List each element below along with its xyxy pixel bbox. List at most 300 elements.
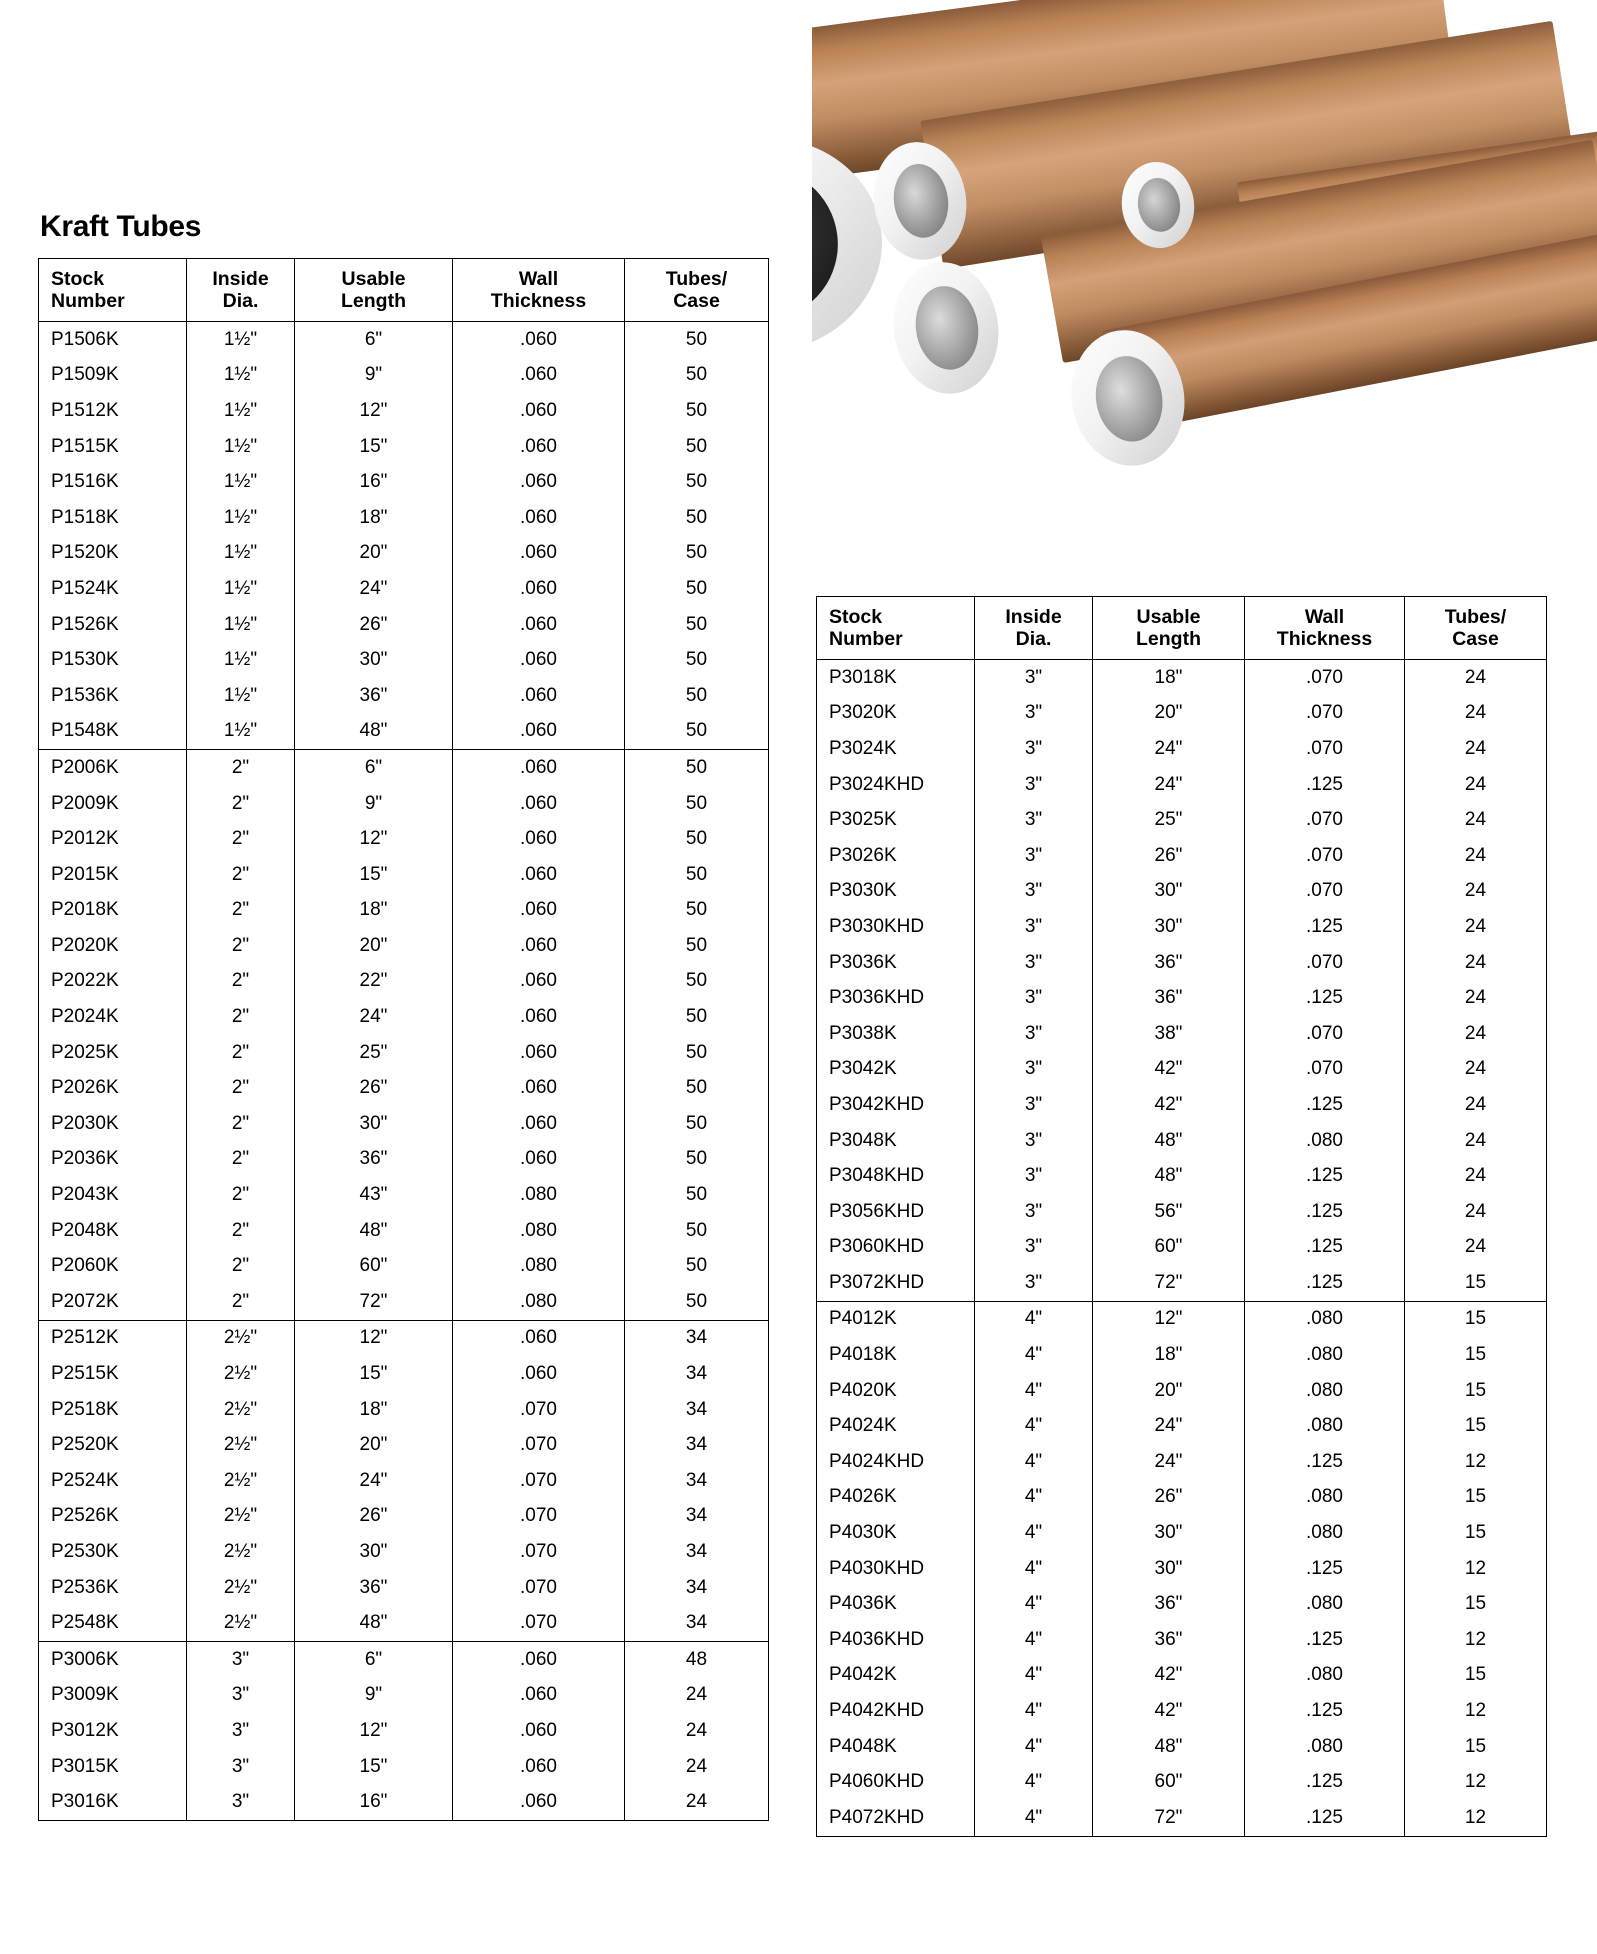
cell-tubes-case: 50	[625, 1213, 769, 1249]
cell-usable-length: 26"	[295, 1499, 453, 1535]
col-header-tubes-case: Tubes/ Case	[1405, 597, 1547, 660]
cell-usable-length: 16"	[295, 464, 453, 500]
cell-usable-length: 36"	[295, 1570, 453, 1606]
table-row	[39, 1427, 769, 1463]
table-row	[39, 571, 769, 607]
cell-tubes-case: 24	[1405, 802, 1547, 838]
table-row	[39, 1392, 769, 1428]
cell-wall-thickness: .060	[453, 928, 625, 964]
table-row	[39, 1248, 769, 1284]
cell-wall-thickness: .060	[453, 571, 625, 607]
table-row	[817, 1515, 1547, 1551]
table-row	[817, 1693, 1547, 1729]
cell-stock-number: P3020K	[817, 696, 975, 732]
cell-stock-number: P3072KHD	[817, 1265, 975, 1301]
col-header-stock-number: Stock Number	[817, 597, 975, 660]
cell-usable-length: 60"	[1093, 1230, 1245, 1266]
cell-wall-thickness: .060	[453, 1106, 625, 1142]
table-row	[817, 1123, 1547, 1159]
table-row	[39, 536, 769, 572]
cell-wall-thickness: .060	[453, 500, 625, 536]
table-row	[817, 1158, 1547, 1194]
cell-inside-dia: 4"	[975, 1373, 1093, 1409]
cell-stock-number: P2530K	[39, 1534, 187, 1570]
cell-tubes-case: 24	[1405, 1158, 1547, 1194]
table-row	[817, 1337, 1547, 1373]
cell-tubes-case: 50	[625, 1177, 769, 1213]
cell-wall-thickness: .080	[453, 1177, 625, 1213]
cell-wall-thickness: .080	[1245, 1658, 1405, 1694]
cell-inside-dia: 2"	[187, 1248, 295, 1284]
cell-tubes-case: 50	[625, 786, 769, 822]
cell-tubes-case: 24	[1405, 1230, 1547, 1266]
cell-tubes-case: 12	[1405, 1693, 1547, 1729]
cell-tubes-case: 24	[1405, 1087, 1547, 1123]
cell-tubes-case: 24	[1405, 767, 1547, 803]
cell-wall-thickness: .070	[1245, 838, 1405, 874]
table-row	[817, 1444, 1547, 1480]
cell-wall-thickness: .080	[1245, 1373, 1405, 1409]
table-row	[817, 1052, 1547, 1088]
cell-wall-thickness: .060	[453, 464, 625, 500]
cell-tubes-case: 50	[625, 571, 769, 607]
cell-tubes-case: 24	[1405, 874, 1547, 910]
cell-stock-number: P1516K	[39, 464, 187, 500]
table-row	[817, 1586, 1547, 1622]
cell-usable-length: 9"	[295, 1678, 453, 1714]
cell-tubes-case: 50	[625, 1142, 769, 1178]
cell-wall-thickness: .080	[1245, 1123, 1405, 1159]
cell-stock-number: P2020K	[39, 928, 187, 964]
cell-usable-length: 30"	[295, 1106, 453, 1142]
cell-stock-number: P3015K	[39, 1749, 187, 1785]
cell-usable-length: 30"	[1093, 1551, 1245, 1587]
cell-tubes-case: 50	[625, 500, 769, 536]
cell-tubes-case: 34	[625, 1570, 769, 1606]
cell-stock-number: P3016K	[39, 1784, 187, 1820]
cell-inside-dia: 2"	[187, 928, 295, 964]
cell-usable-length: 60"	[295, 1248, 453, 1284]
table-body-left	[39, 322, 769, 1821]
cell-usable-length: 48"	[295, 1213, 453, 1249]
cell-stock-number: P4042KHD	[817, 1693, 975, 1729]
cell-stock-number: P1515K	[39, 429, 187, 465]
cell-stock-number: P4020K	[817, 1373, 975, 1409]
cell-tubes-case: 24	[1405, 660, 1547, 696]
cell-usable-length: 25"	[295, 1035, 453, 1071]
cell-usable-length: 72"	[1093, 1800, 1245, 1836]
cell-usable-length: 38"	[1093, 1016, 1245, 1052]
cell-usable-length: 24"	[295, 999, 453, 1035]
cell-inside-dia: 2"	[187, 1106, 295, 1142]
cell-inside-dia: 2½"	[187, 1320, 295, 1356]
cell-wall-thickness: .070	[1245, 1016, 1405, 1052]
cell-inside-dia: 1½"	[187, 571, 295, 607]
table-row	[39, 1641, 769, 1677]
cell-stock-number: P2025K	[39, 1035, 187, 1071]
right-spec-table-container	[816, 596, 1546, 1837]
cell-tubes-case: 50	[625, 1070, 769, 1106]
cell-inside-dia: 3"	[975, 696, 1093, 732]
cell-inside-dia: 1½"	[187, 358, 295, 394]
cell-inside-dia: 3"	[975, 802, 1093, 838]
cell-stock-number: P3038K	[817, 1016, 975, 1052]
cell-stock-number: P3006K	[39, 1641, 187, 1677]
table-row	[39, 1713, 769, 1749]
cell-inside-dia: 4"	[975, 1800, 1093, 1836]
cell-inside-dia: 1½"	[187, 464, 295, 500]
cell-tubes-case: 50	[625, 893, 769, 929]
table-row	[39, 393, 769, 429]
cell-stock-number: P2520K	[39, 1427, 187, 1463]
table-row	[39, 1784, 769, 1820]
cell-tubes-case: 24	[1405, 1052, 1547, 1088]
cell-wall-thickness: .060	[453, 1784, 625, 1820]
cell-inside-dia: 2"	[187, 750, 295, 786]
cell-wall-thickness: .070	[1245, 696, 1405, 732]
cell-tubes-case: 24	[625, 1784, 769, 1820]
cell-wall-thickness: .080	[453, 1213, 625, 1249]
cell-usable-length: 15"	[295, 1749, 453, 1785]
cell-inside-dia: 4"	[975, 1729, 1093, 1765]
cell-usable-length: 36"	[1093, 1586, 1245, 1622]
table-row	[39, 1284, 769, 1320]
cell-inside-dia: 4"	[975, 1515, 1093, 1551]
table-header-right	[817, 597, 1547, 660]
cell-stock-number: P2012K	[39, 821, 187, 857]
table-row	[39, 1605, 769, 1641]
table-row	[39, 786, 769, 822]
cell-usable-length: 48"	[1093, 1729, 1245, 1765]
cell-usable-length: 20"	[1093, 696, 1245, 732]
cell-usable-length: 9"	[295, 786, 453, 822]
cell-stock-number: P3048K	[817, 1123, 975, 1159]
cell-tubes-case: 24	[625, 1749, 769, 1785]
cell-wall-thickness: .080	[1245, 1586, 1405, 1622]
cell-inside-dia: 3"	[975, 874, 1093, 910]
cell-tubes-case: 15	[1405, 1337, 1547, 1373]
cell-stock-number: P3042K	[817, 1052, 975, 1088]
cell-tubes-case: 34	[625, 1463, 769, 1499]
cell-inside-dia: 4"	[975, 1337, 1093, 1373]
cell-wall-thickness: .060	[453, 1641, 625, 1677]
cell-tubes-case: 50	[625, 857, 769, 893]
cell-usable-length: 9"	[295, 358, 453, 394]
table-row	[39, 1534, 769, 1570]
cell-wall-thickness: .070	[1245, 660, 1405, 696]
cell-inside-dia: 1½"	[187, 500, 295, 536]
cell-wall-thickness: .060	[453, 1035, 625, 1071]
cell-usable-length: 30"	[295, 1534, 453, 1570]
table-row	[817, 1408, 1547, 1444]
cell-inside-dia: 2"	[187, 893, 295, 929]
cell-usable-length: 36"	[1093, 945, 1245, 981]
cell-usable-length: 12"	[295, 1713, 453, 1749]
table-row	[817, 1551, 1547, 1587]
cell-wall-thickness: .070	[453, 1570, 625, 1606]
cell-wall-thickness: .125	[1245, 1230, 1405, 1266]
left-spec-table-container	[38, 258, 768, 1821]
cell-wall-thickness: .060	[453, 750, 625, 786]
cell-inside-dia: 3"	[187, 1678, 295, 1714]
cell-tubes-case: 50	[625, 964, 769, 1000]
cell-stock-number: P3036KHD	[817, 980, 975, 1016]
cell-tubes-case: 12	[1405, 1551, 1547, 1587]
cell-usable-length: 60"	[1093, 1764, 1245, 1800]
cell-usable-length: 24"	[1093, 731, 1245, 767]
cell-stock-number: P3048KHD	[817, 1158, 975, 1194]
cell-inside-dia: 2"	[187, 999, 295, 1035]
cell-wall-thickness: .060	[453, 999, 625, 1035]
col-header-inside-dia: Inside Dia.	[187, 259, 295, 322]
cell-inside-dia: 3"	[187, 1784, 295, 1820]
table-row	[817, 696, 1547, 732]
cell-usable-length: 26"	[295, 1070, 453, 1106]
cell-usable-length: 48"	[1093, 1158, 1245, 1194]
cell-usable-length: 43"	[295, 1177, 453, 1213]
cell-inside-dia: 3"	[975, 767, 1093, 803]
cell-wall-thickness: .060	[453, 714, 625, 750]
table-row	[817, 838, 1547, 874]
cell-inside-dia: 3"	[975, 1052, 1093, 1088]
table-row	[39, 1213, 769, 1249]
col-header-inside-dia: Inside Dia.	[975, 597, 1093, 660]
cell-stock-number: P2536K	[39, 1570, 187, 1606]
cell-stock-number: P1524K	[39, 571, 187, 607]
cell-stock-number: P2043K	[39, 1177, 187, 1213]
cell-stock-number: P2524K	[39, 1463, 187, 1499]
cell-wall-thickness: .060	[453, 964, 625, 1000]
cell-tubes-case: 34	[625, 1427, 769, 1463]
table-row	[39, 1320, 769, 1356]
cell-usable-length: 12"	[295, 1320, 453, 1356]
kraft-tubes-photo	[812, 0, 1597, 570]
cell-tubes-case: 15	[1405, 1480, 1547, 1516]
table-body-right	[817, 660, 1547, 1837]
cell-usable-length: 42"	[1093, 1693, 1245, 1729]
cell-usable-length: 18"	[295, 1392, 453, 1428]
cell-tubes-case: 50	[625, 1035, 769, 1071]
cell-usable-length: 20"	[295, 1427, 453, 1463]
cell-wall-thickness: .060	[453, 1320, 625, 1356]
cell-tubes-case: 50	[625, 1248, 769, 1284]
table-row	[817, 1658, 1547, 1694]
cell-usable-length: 12"	[295, 393, 453, 429]
table-row	[817, 945, 1547, 981]
cell-wall-thickness: .060	[453, 1678, 625, 1714]
cell-inside-dia: 2½"	[187, 1356, 295, 1392]
cell-inside-dia: 3"	[975, 1194, 1093, 1230]
table-row	[817, 1800, 1547, 1836]
cell-usable-length: 26"	[295, 607, 453, 643]
table-row	[39, 1463, 769, 1499]
cell-usable-length: 24"	[295, 571, 453, 607]
cell-wall-thickness: .125	[1245, 1194, 1405, 1230]
cell-inside-dia: 3"	[975, 731, 1093, 767]
cell-wall-thickness: .060	[453, 893, 625, 929]
cell-stock-number: P4026K	[817, 1480, 975, 1516]
table-row	[39, 642, 769, 678]
cell-inside-dia: 3"	[975, 1087, 1093, 1123]
cell-wall-thickness: .060	[453, 322, 625, 358]
cell-inside-dia: 3"	[975, 1230, 1093, 1266]
cell-usable-length: 18"	[1093, 1337, 1245, 1373]
table-row	[39, 714, 769, 750]
cell-tubes-case: 24	[1405, 838, 1547, 874]
cell-tubes-case: 50	[625, 642, 769, 678]
table-row	[39, 1499, 769, 1535]
cell-wall-thickness: .060	[453, 821, 625, 857]
cell-stock-number: P2022K	[39, 964, 187, 1000]
cell-stock-number: P1548K	[39, 714, 187, 750]
cell-wall-thickness: .060	[453, 642, 625, 678]
cell-inside-dia: 2½"	[187, 1392, 295, 1428]
cell-usable-length: 30"	[1093, 909, 1245, 945]
table-row	[39, 999, 769, 1035]
cell-tubes-case: 50	[625, 607, 769, 643]
table-row	[39, 964, 769, 1000]
table-row	[39, 750, 769, 786]
cell-inside-dia: 4"	[975, 1658, 1093, 1694]
cell-wall-thickness: .060	[453, 1713, 625, 1749]
cell-tubes-case: 48	[625, 1641, 769, 1677]
cell-inside-dia: 4"	[975, 1408, 1093, 1444]
cell-stock-number: P1509K	[39, 358, 187, 394]
page-title: Kraft Tubes	[40, 210, 202, 243]
table-row	[39, 928, 769, 964]
cell-wall-thickness: .060	[453, 1356, 625, 1392]
table-row	[817, 874, 1547, 910]
cell-stock-number: P3042KHD	[817, 1087, 975, 1123]
cell-wall-thickness: .070	[1245, 802, 1405, 838]
table-row	[817, 767, 1547, 803]
cell-tubes-case: 50	[625, 821, 769, 857]
col-header-wall-thickness: Wall Thickness	[453, 259, 625, 322]
cell-usable-length: 20"	[295, 928, 453, 964]
cell-wall-thickness: .080	[1245, 1515, 1405, 1551]
cell-usable-length: 16"	[295, 1784, 453, 1820]
cell-wall-thickness: .125	[1245, 1551, 1405, 1587]
cell-stock-number: P2072K	[39, 1284, 187, 1320]
table-row	[39, 1142, 769, 1178]
cell-stock-number: P2512K	[39, 1320, 187, 1356]
cell-tubes-case: 34	[625, 1534, 769, 1570]
col-header-usable-length: Usable Length	[295, 259, 453, 322]
cell-tubes-case: 34	[625, 1499, 769, 1535]
cell-usable-length: 48"	[295, 1605, 453, 1641]
cell-inside-dia: 2"	[187, 1284, 295, 1320]
cell-inside-dia: 2"	[187, 1070, 295, 1106]
cell-inside-dia: 1½"	[187, 642, 295, 678]
table-row	[817, 1622, 1547, 1658]
table-row	[817, 1087, 1547, 1123]
cell-inside-dia: 4"	[975, 1551, 1093, 1587]
cell-wall-thickness: .070	[453, 1534, 625, 1570]
cell-stock-number: P2036K	[39, 1142, 187, 1178]
cell-usable-length: 24"	[295, 1463, 453, 1499]
table-row	[817, 802, 1547, 838]
cell-inside-dia: 4"	[975, 1764, 1093, 1800]
cell-usable-length: 30"	[1093, 874, 1245, 910]
table-row	[39, 500, 769, 536]
cell-usable-length: 15"	[295, 857, 453, 893]
cell-tubes-case: 24	[1405, 1194, 1547, 1230]
cell-tubes-case: 34	[625, 1392, 769, 1428]
cell-inside-dia: 2"	[187, 1177, 295, 1213]
cell-tubes-case: 34	[625, 1356, 769, 1392]
cell-wall-thickness: .080	[1245, 1408, 1405, 1444]
cell-usable-length: 24"	[1093, 767, 1245, 803]
cell-inside-dia: 2½"	[187, 1427, 295, 1463]
cell-inside-dia: 3"	[975, 1265, 1093, 1301]
cell-stock-number: P4036KHD	[817, 1622, 975, 1658]
table-row	[817, 1729, 1547, 1765]
cell-wall-thickness: .060	[453, 358, 625, 394]
cell-inside-dia: 2"	[187, 786, 295, 822]
cell-tubes-case: 50	[625, 393, 769, 429]
cell-tubes-case: 50	[625, 322, 769, 358]
cell-inside-dia: 4"	[975, 1480, 1093, 1516]
cell-inside-dia: 2½"	[187, 1534, 295, 1570]
cell-stock-number: P1530K	[39, 642, 187, 678]
cell-wall-thickness: .070	[453, 1605, 625, 1641]
cell-tubes-case: 50	[625, 999, 769, 1035]
cell-wall-thickness: .125	[1245, 1693, 1405, 1729]
cell-tubes-case: 12	[1405, 1764, 1547, 1800]
cell-tubes-case: 34	[625, 1605, 769, 1641]
cell-inside-dia: 3"	[975, 945, 1093, 981]
cell-wall-thickness: .060	[453, 1070, 625, 1106]
cell-usable-length: 30"	[1093, 1515, 1245, 1551]
cell-inside-dia: 4"	[975, 1301, 1093, 1337]
cell-wall-thickness: .125	[1245, 909, 1405, 945]
cell-inside-dia: 2"	[187, 821, 295, 857]
cell-wall-thickness: .060	[453, 536, 625, 572]
cell-usable-length: 18"	[295, 500, 453, 536]
cell-usable-length: 12"	[1093, 1301, 1245, 1337]
cell-stock-number: P3024KHD	[817, 767, 975, 803]
cell-wall-thickness: .125	[1245, 980, 1405, 1016]
cell-usable-length: 36"	[295, 1142, 453, 1178]
cell-wall-thickness: .080	[1245, 1480, 1405, 1516]
cell-stock-number: P3025K	[817, 802, 975, 838]
cell-stock-number: P2060K	[39, 1248, 187, 1284]
cell-tubes-case: 50	[625, 714, 769, 750]
cell-tubes-case: 50	[625, 928, 769, 964]
cell-tubes-case: 24	[1405, 909, 1547, 945]
cell-stock-number: P3030K	[817, 874, 975, 910]
cell-wall-thickness: .125	[1245, 1764, 1405, 1800]
cell-stock-number: P2024K	[39, 999, 187, 1035]
table-row	[817, 909, 1547, 945]
cell-tubes-case: 24	[1405, 1123, 1547, 1159]
cell-tubes-case: 24	[1405, 945, 1547, 981]
cell-wall-thickness: .080	[453, 1284, 625, 1320]
col-header-stock-number: Stock Number	[39, 259, 187, 322]
cell-tubes-case: 15	[1405, 1586, 1547, 1622]
table-row	[817, 1016, 1547, 1052]
table-row	[817, 1373, 1547, 1409]
cell-inside-dia: 4"	[975, 1444, 1093, 1480]
cell-stock-number: P4018K	[817, 1337, 975, 1373]
cell-inside-dia: 2½"	[187, 1570, 295, 1606]
cell-stock-number: P4030K	[817, 1515, 975, 1551]
cell-inside-dia: 3"	[187, 1713, 295, 1749]
table-row	[39, 464, 769, 500]
cell-inside-dia: 1½"	[187, 536, 295, 572]
cell-stock-number: P3012K	[39, 1713, 187, 1749]
cell-inside-dia: 3"	[975, 980, 1093, 1016]
